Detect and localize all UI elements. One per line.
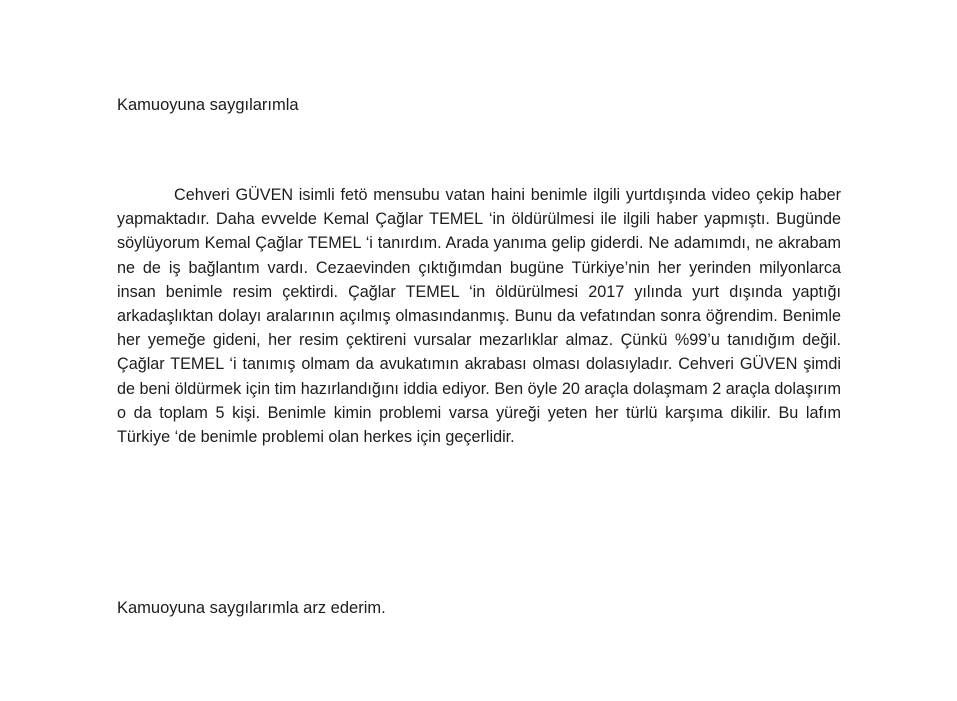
statement-paragraph: Cehveri GÜVEN isimli fetö mensubu vatan haini benimle ilgili yurtdışında video çekip haber yapmaktadır. Daha evvelde Kemal Çağlar TEMEL ‘in öldürülmesi ile ilgili haber yapmıştı. Bugünde söylüyorum Kemal Çağlar TEMEL ‘i tanırdım. Arada yanıma gelip giderdi. Ne adamımdı, ne akrabam ne de iş bağlantım vardı. Cezaevinden çıktığımdan bugüne Türkiye’nin her yerinden milyonlarca insan benimle resim çektirdi. Çağlar TEMEL ‘in öldürülmesi 2017 yılında yurt dışında yaptığı arkadaşlıktan dolayı aralarının açılmış olmasındanmış. Bunu da vefatından sonra öğrendim. Benimle her yemeğe gideni, her resim çektireni vursalar mezarlıklar almaz. Çünkü %99’u tanıdığım değil. Çağlar TEMEL ‘i tanımış olmam da avukatımın akrabası olması dolasıyladır. Cehveri GÜVEN şimdi de beni öldürmek için tim hazırlandığını iddia ediyor. Ben öyle 20 araçla dolaşmam 2 araçla dolaşırım o da toplam 5 kişi. Benimle kimin problemi varsa yüreği yeten her türlü karşıma dikilir. Bu lafım Türkiye ‘de benimle problemi olan herkes için geçerlidir. <box>117 186 841 447</box>
greeting-line: Kamuoyuna saygılarımla <box>117 96 299 114</box>
closing-line: Kamuoyuna saygılarımla arz ederim. <box>117 599 386 617</box>
